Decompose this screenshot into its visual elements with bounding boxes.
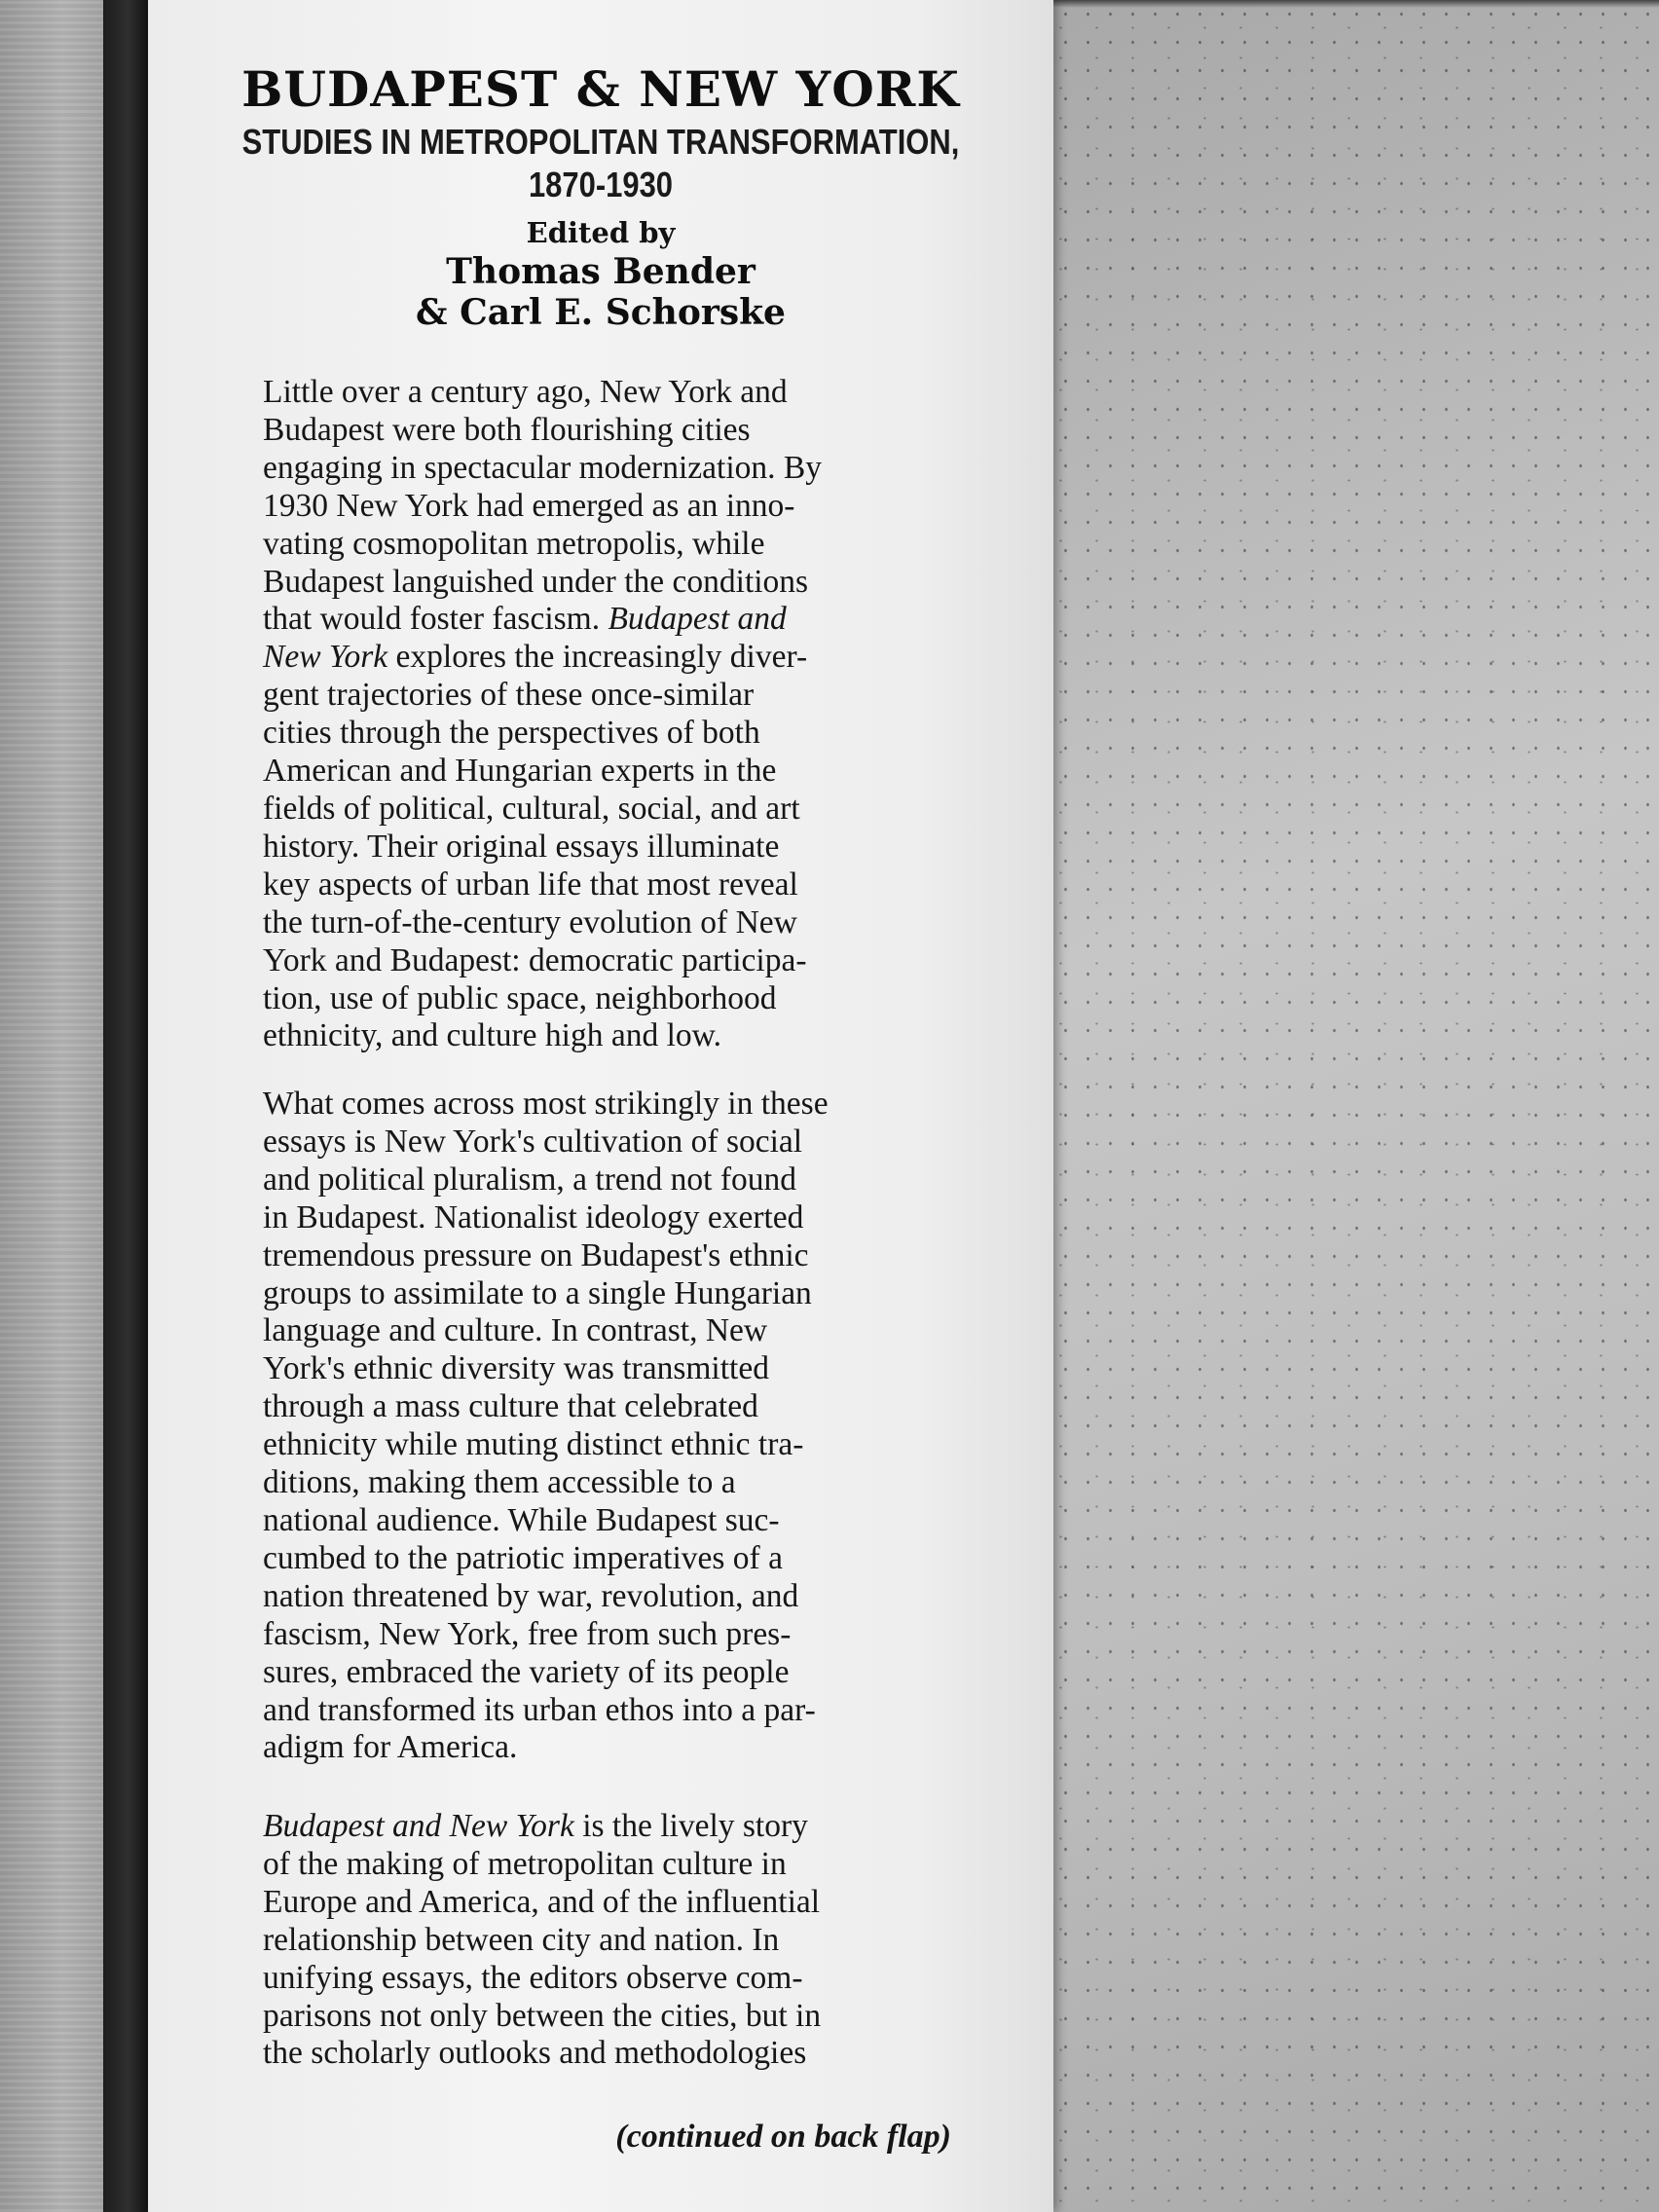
text-line: in Budapest. Nationalist ideology exerted <box>263 1198 804 1235</box>
text-line: adigm for America. <box>263 1729 518 1766</box>
editor-carl-schorske: & Carl E. Schorske <box>416 292 786 333</box>
text-run: explores the increasingly diver- <box>387 639 808 676</box>
text-line <box>263 1808 1042 1846</box>
text-line: essays is New York's cultivation of social <box>263 1123 803 1160</box>
text-line: fascism, New York, free from such pres- <box>263 1615 792 1652</box>
text-line: nation threatened by war, revolution, and <box>263 1577 799 1614</box>
text-line: the turn-of-the-century evolution of New <box>263 903 797 940</box>
text-run: that would foster fascism. <box>263 601 608 638</box>
text-line: fields of political, cultural, social, and art <box>263 790 800 827</box>
text-line: relationship between city and nation. In <box>263 1921 780 1958</box>
text-line: Budapest were both flourishing cities <box>263 411 751 448</box>
book-subtitle <box>211 121 990 206</box>
text-line: ethnicity, and culture high and low. <box>263 1017 722 1054</box>
text-line: key aspects of urban life that most reveal <box>263 866 798 903</box>
text-line: gent trajectories of these once-similar <box>263 677 755 714</box>
text-line: national audience. While Budapest suc- <box>263 1501 780 1538</box>
text-line: ethnicity while muting distinct ethnic tra- <box>263 1426 804 1463</box>
italic-book-title: Budapest and New York <box>263 1808 574 1844</box>
text-line: cities through the perspectives of both <box>263 715 760 752</box>
background-left-surface <box>0 0 103 2212</box>
editor-thomas-bender: Thomas Bender <box>446 251 756 292</box>
text-line: American and Hungarian experts in the <box>263 753 777 790</box>
text-line: and political pluralism, a trend not found <box>263 1161 796 1198</box>
text-line: sures, embraced the variety of its people <box>263 1653 790 1690</box>
text-line: tremendous pressure on Budapest's ethnic <box>263 1236 809 1273</box>
paragraph-pluralism <box>263 1086 1042 1767</box>
text-line: York and Budapest: democratic participa- <box>263 941 807 978</box>
text-line: groups to assimilate to a single Hungarian <box>263 1274 812 1311</box>
text-line: Europe and America, and of the influential <box>263 1883 821 1920</box>
text-line: history. Their original essays illuminate <box>263 828 780 865</box>
book-spine <box>103 0 148 2212</box>
text-line: parisons not only between the cities, but in <box>263 1997 822 2034</box>
text-line <box>263 601 1042 639</box>
paragraph-story <box>263 1808 1042 2073</box>
text-line: language and culture. In contrast, New <box>263 1312 768 1349</box>
text-line: and transformed its urban ethos into a par- <box>263 1691 816 1728</box>
subtitle-line-2: 1870-1930 <box>528 165 674 204</box>
text-line: York's ethnic diversity was transmitted <box>263 1350 769 1387</box>
text-line: Little over a century ago, New York and <box>263 374 788 410</box>
text-line: Budapest languished under the conditions <box>263 563 809 600</box>
text-line: unifying essays, the editors observe com- <box>263 1959 803 1996</box>
paragraph-intro <box>263 374 1042 1055</box>
text-line: engaging in spectacular modernization. By <box>263 449 822 486</box>
text-line: 1930 New York had emerged as an inno- <box>263 487 795 524</box>
text-line: the scholarly outlooks and methodologies <box>263 2035 807 2072</box>
text-line: What comes across most strikingly in these <box>263 1086 829 1122</box>
text-line: of the making of metropolitan culture in <box>263 1845 787 1882</box>
background-right-surface <box>1032 0 1659 2212</box>
italic-book-title: Budapest and <box>608 601 787 638</box>
italic-book-title: New York <box>263 639 388 676</box>
text-line: through a mass culture that celebrated <box>263 1388 758 1425</box>
book-title: BUDAPEST & NEW YORK <box>241 60 960 118</box>
text-line <box>263 639 1042 677</box>
continued-on-back-flap-note: (continued on back flap) <box>615 2119 951 2155</box>
subtitle-line-1: STUDIES IN METROPOLITAN TRANSFORMATION, <box>241 122 960 162</box>
text-line: cumbed to the patriotic imperatives of a <box>263 1539 783 1576</box>
text-line: vating cosmopolitan metropolis, while <box>263 525 765 562</box>
text-line: tion, use of public space, neighborhood <box>263 979 777 1016</box>
text-run: is the lively story <box>573 1808 808 1844</box>
text-line: ditions, making them accessible to a <box>263 1464 736 1501</box>
edited-by-label: Edited by <box>526 216 676 249</box>
top-shadow <box>1032 0 1659 8</box>
